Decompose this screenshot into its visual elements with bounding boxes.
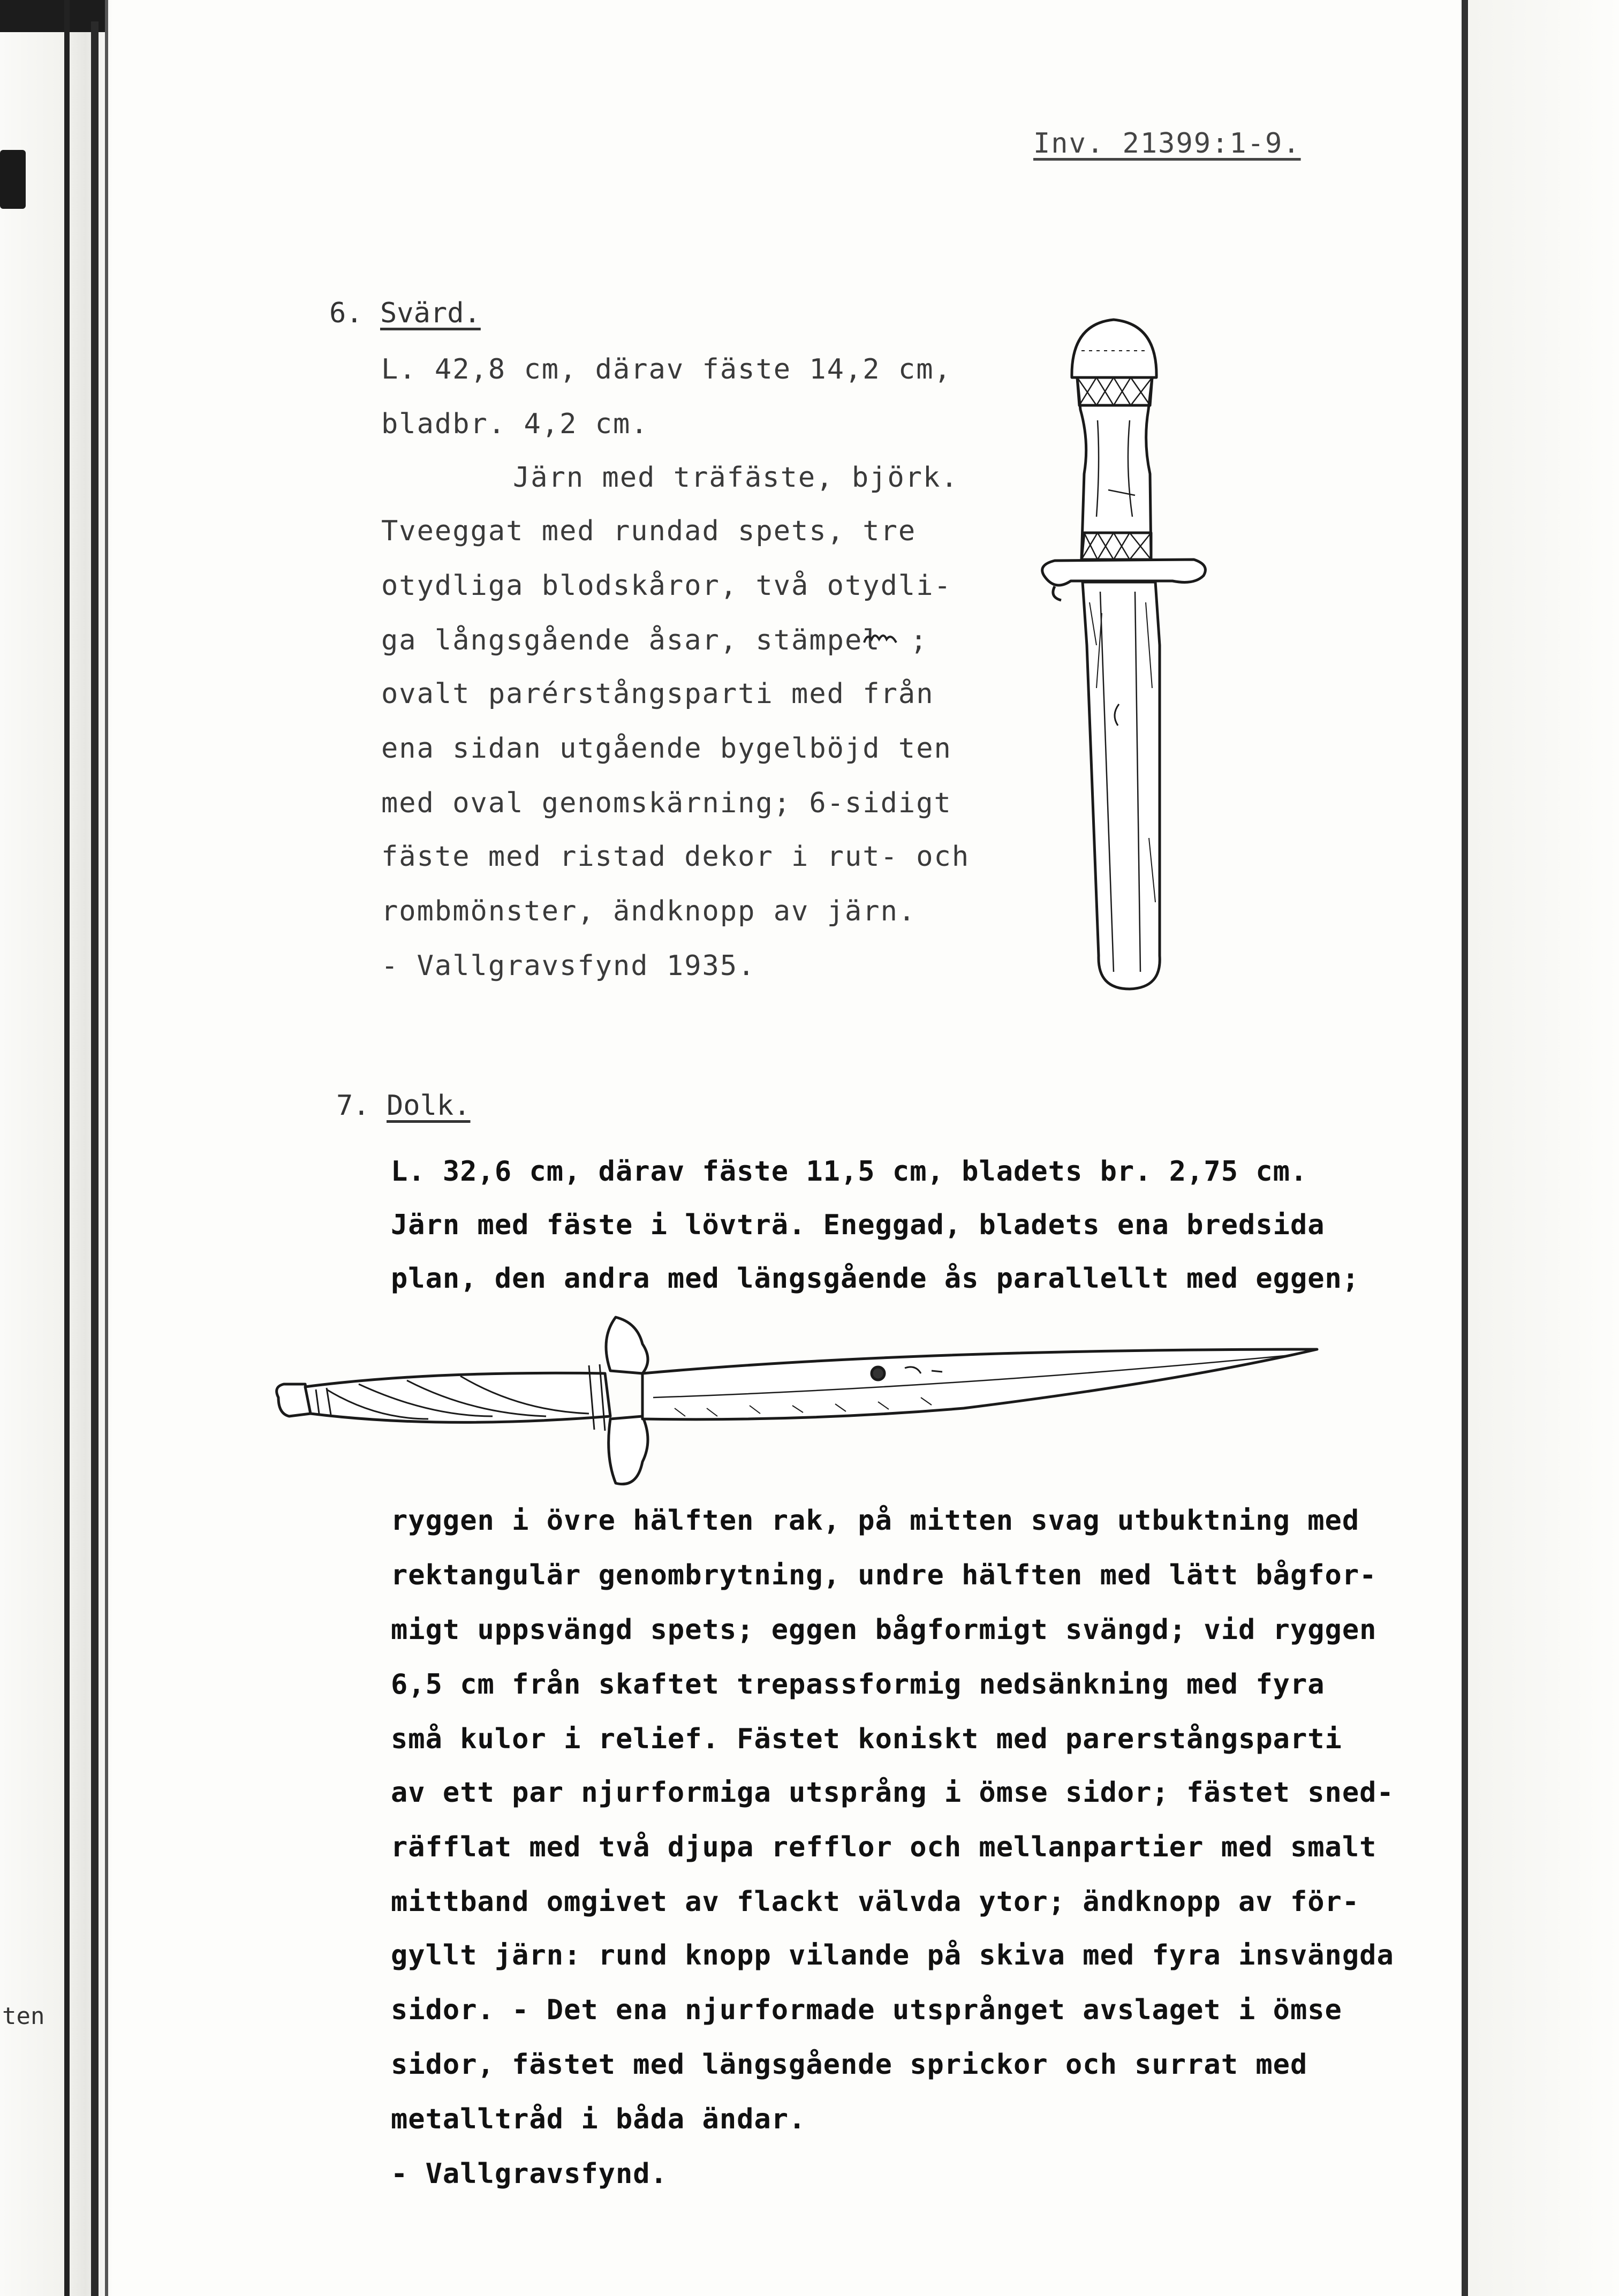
binding-line — [91, 21, 99, 2296]
item-line: Järn med fäste i lövträ. Eneggad, bladets ena bredsida — [391, 1209, 1325, 1241]
item-line: mittband omgivet av flackt välvda ytor; ändknopp av för- — [391, 1886, 1360, 1918]
item-line: små kulor i relief. Fästet koniskt med parerstångsparti — [391, 1723, 1342, 1755]
item-line: ryggen i övre hälften rak, på mitten svag utbuktning med — [391, 1505, 1360, 1537]
item-line: L. 32,6 cm, därav fäste 11,5 cm, bladets br. 2,75 cm. — [391, 1155, 1308, 1188]
dagger-drawing — [268, 1306, 1328, 1499]
item-number: 6. — [329, 297, 363, 329]
item-line: - Vallgravsfynd 1935. — [381, 950, 756, 982]
item-line: ovalt parérstångsparti med från — [381, 678, 934, 710]
binding-line — [64, 0, 70, 2296]
stamp-suffix: ; — [910, 624, 928, 656]
item-line: bladbr. 4,2 cm. — [381, 408, 649, 440]
item-line: sidor, fästet med längsgående sprickor och surrat med — [391, 2049, 1308, 2081]
item-title: Svärd. — [380, 297, 481, 329]
item-line: - Vallgravsfynd. — [391, 2158, 668, 2190]
inventory-number: Inv. 21399:1-9. — [1033, 127, 1301, 160]
binder-mark — [0, 150, 26, 209]
item-line: migt uppsvängd spets; eggen bågformigt svängd; vid ryggen — [391, 1614, 1377, 1646]
item-line: med oval genomskärning; 6-sidigt — [381, 787, 952, 819]
item-line: otydliga blodskåror, två otydli- — [381, 570, 952, 602]
page-right-edge — [1462, 0, 1468, 2296]
item-line: ga långsgående åsar, stämpel — [381, 624, 881, 656]
item-line: 6,5 cm från skaftet trepassformig nedsänkning med fyra — [391, 1668, 1325, 1701]
item-line: gyllt järn: rund knopp vilande på skiva med fyra insvängda — [391, 1939, 1394, 1972]
item-line: räfflat med två djupa refflor och mellanpartier med smalt — [391, 1831, 1377, 1863]
binding-line — [105, 0, 108, 2296]
item-line: metalltråd i båda ändar. — [391, 2103, 806, 2135]
item-line: rektangulär genombrytning, undre hälften med lätt bågfor- — [391, 1559, 1377, 1591]
item-line: plan, den andra med längsgående ås parallellt med eggen; — [391, 1263, 1360, 1295]
stamp-icon — [862, 626, 899, 648]
item-line: av ett par njurformiga utsprång i ömse sidor; fästet sned- — [391, 1777, 1394, 1809]
item-line: fäste med ristad dekor i rut- och — [381, 841, 970, 873]
sword-drawing — [1033, 313, 1215, 999]
item-line: Järn med träfäste, björk. — [513, 462, 959, 494]
item-line: sidor. - Det ena njurformade utsprånget avslaget i ömse — [391, 1994, 1342, 2026]
item-line: ena sidan utgående bygelböjd ten — [381, 732, 952, 765]
item-number: 7. — [336, 1090, 370, 1122]
item-line: rombmönster, ändknopp av järn. — [381, 895, 917, 927]
item-title: Dolk. — [387, 1090, 471, 1122]
item-line: L. 42,8 cm, därav fäste 14,2 cm, — [381, 353, 952, 386]
edge-fragment-text: ten — [2, 2003, 45, 2030]
item-line: Tveeggat med rundad spets, tre — [381, 515, 917, 547]
page-right-margin — [1469, 0, 1619, 2296]
